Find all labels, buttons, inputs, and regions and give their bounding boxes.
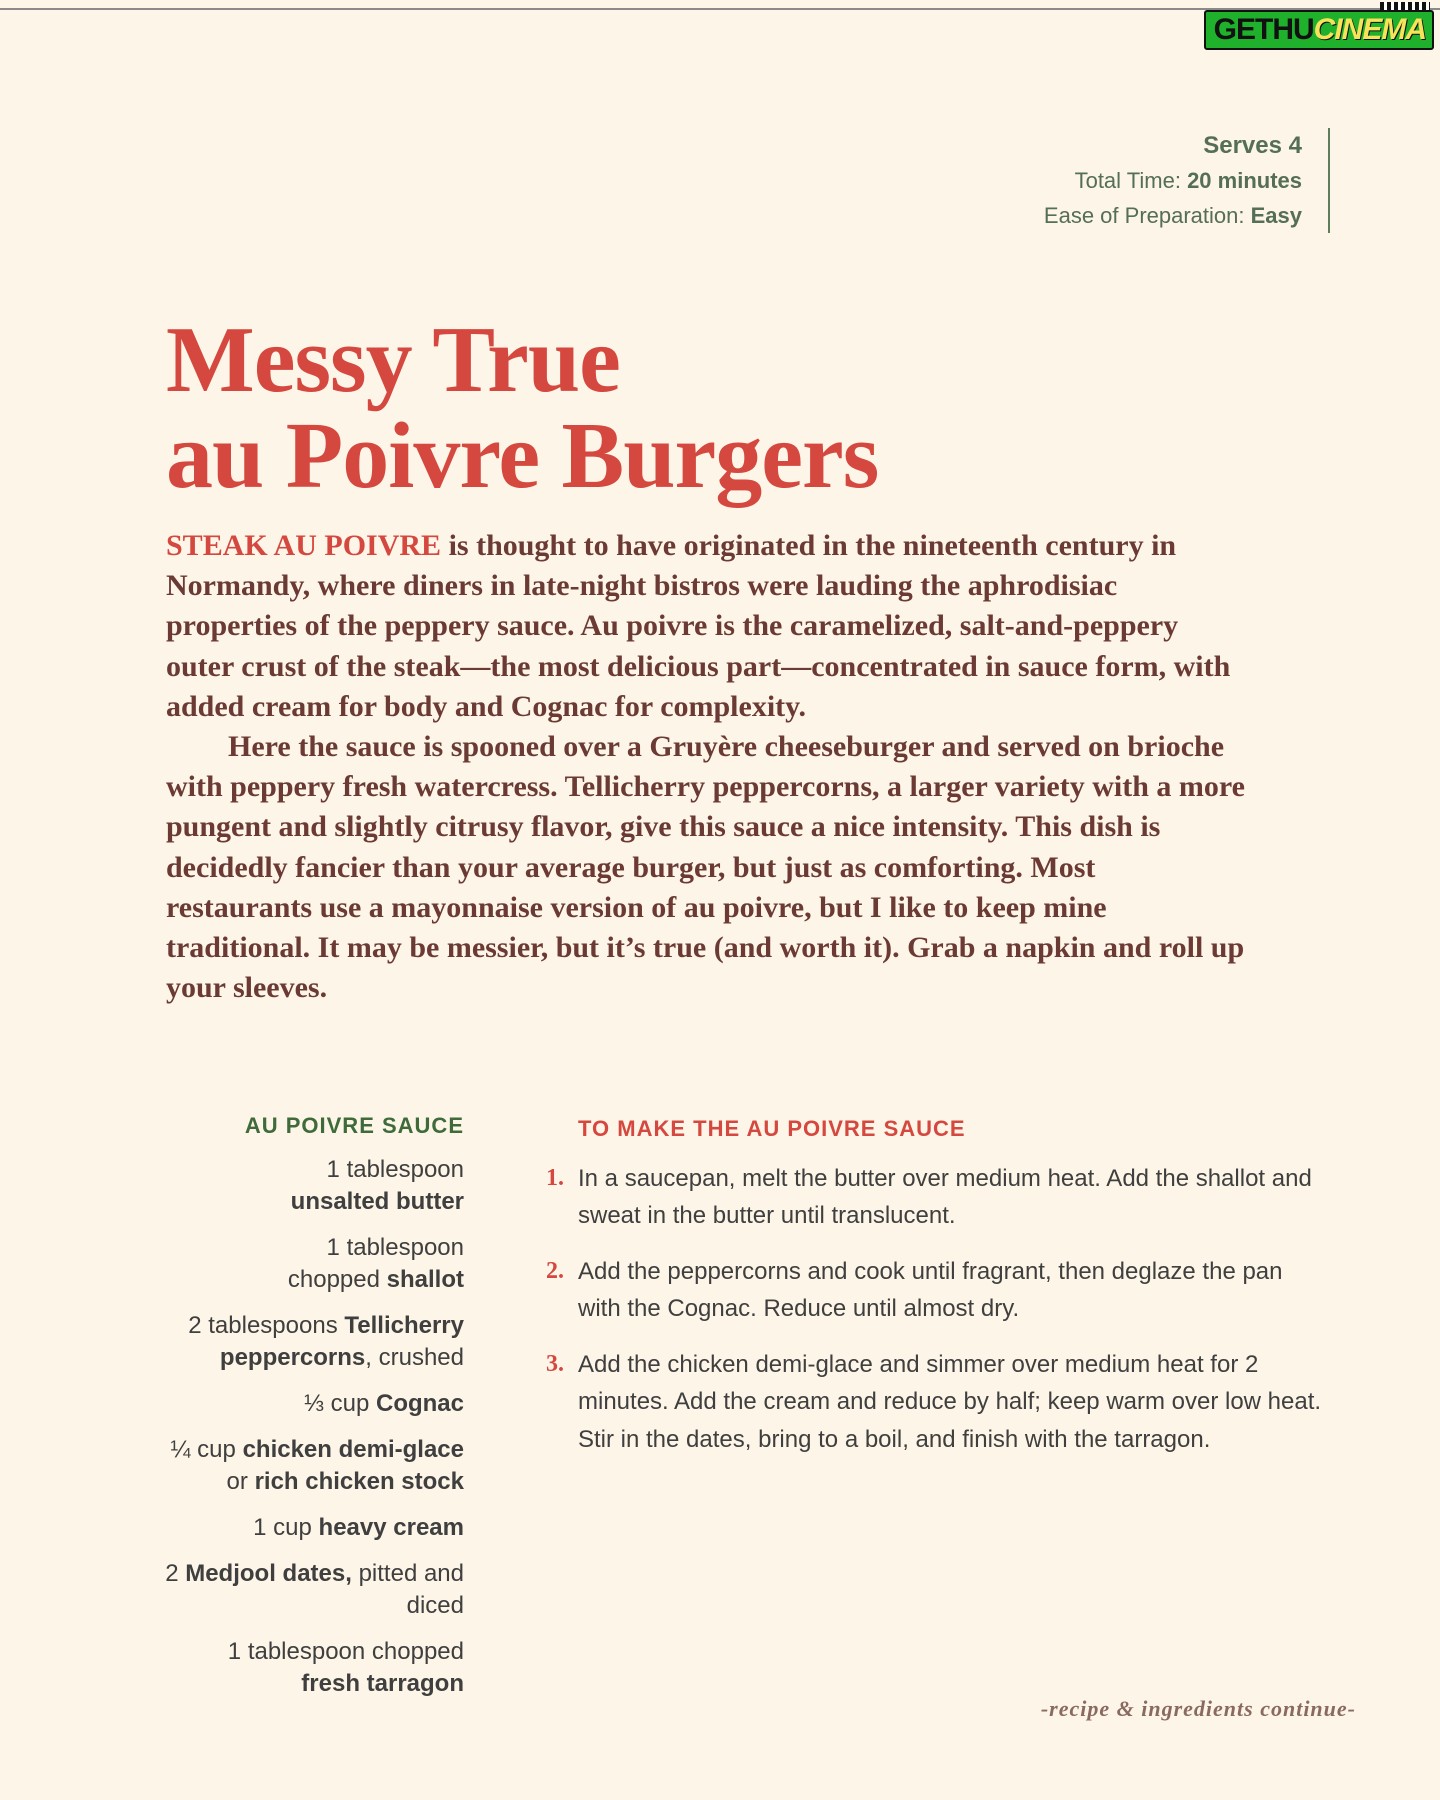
ingredient-item bbox=[150, 1154, 464, 1218]
ingredient-note: , crushed bbox=[365, 1344, 464, 1371]
intro-text bbox=[166, 526, 1246, 1008]
step-item bbox=[546, 1253, 1326, 1328]
total-time bbox=[1044, 163, 1302, 198]
step-text: Add the chicken demi-glace and simmer over medium heat for 2 minutes. Add the cream and reduce by half; keep warm over low heat. Stir in the dates, bring to a boil, and finish with the tarragon. bbox=[578, 1350, 1322, 1453]
step-text: Add the peppercorns and cook until fragrant, then deglaze the pan with the Cognac. Reduce until almost dry. bbox=[578, 1257, 1283, 1322]
ingredient-item bbox=[150, 1310, 464, 1374]
ingredient-item bbox=[150, 1388, 464, 1420]
method-steps bbox=[546, 1110, 1326, 1476]
step-text: In a saucepan, melt the butter over medium heat. Add the shallot and sweat in the butter until translucent. bbox=[578, 1164, 1312, 1229]
intro-paragraph-1 bbox=[166, 526, 1246, 727]
ingredients-heading: AU POIVRE SAUCE bbox=[244, 1113, 464, 1138]
film-strip-icon bbox=[1380, 2, 1430, 10]
step-item bbox=[546, 1346, 1326, 1459]
ease-label: Ease of Preparation: bbox=[1043, 203, 1251, 228]
continue-note: -recipe & ingredients continue- bbox=[1040, 1696, 1356, 1721]
ingredient-name-alt: rich chicken stock bbox=[254, 1468, 464, 1495]
ingredient-item bbox=[150, 1512, 464, 1544]
ingredient-item bbox=[150, 1636, 464, 1700]
ingredient-qty: ⅓ cup bbox=[303, 1390, 370, 1417]
step-number: 2. bbox=[546, 1257, 564, 1284]
ease-of-preparation bbox=[1044, 198, 1302, 233]
ingredient-name: chicken demi-glace bbox=[242, 1436, 464, 1463]
step-number: 1. bbox=[546, 1164, 564, 1191]
total-time-value: 20 minutes bbox=[1187, 168, 1302, 193]
ingredient-qty: ¼ cup bbox=[170, 1436, 236, 1463]
serves-text: Serves 4 bbox=[1203, 132, 1302, 159]
ingredient-name: fresh tarragon bbox=[301, 1670, 464, 1697]
ingredient-name: heavy cream bbox=[318, 1514, 464, 1541]
ingredient-name: Medjool dates, bbox=[185, 1560, 352, 1587]
ingredient-name: Cognac bbox=[375, 1390, 464, 1417]
ingredient-note: or bbox=[226, 1468, 255, 1495]
ingredient-qty: 1 tablespoon bbox=[326, 1156, 464, 1183]
total-time-label: Total Time: bbox=[1074, 168, 1188, 193]
ingredient-name: unsalted butter bbox=[290, 1188, 464, 1215]
ingredient-qty: 1 tablespoon bbox=[326, 1234, 464, 1261]
ingredient-name: shallot bbox=[386, 1266, 464, 1293]
ease-value: Easy bbox=[1250, 203, 1302, 228]
ingredient-name: Tellicherry peppercorns bbox=[219, 1312, 464, 1371]
intro-lead: STEAK AU POIVRE bbox=[166, 529, 442, 562]
recipe-title bbox=[166, 308, 879, 508]
watermark-logo bbox=[1204, 10, 1434, 50]
ingredient-item bbox=[150, 1558, 464, 1622]
ingredient-qty: 2 tablespoons bbox=[188, 1312, 338, 1339]
ingredient-qty: 1 tablespoon chopped bbox=[227, 1638, 464, 1665]
steps-heading: TO MAKE THE AU POIVRE SAUCE bbox=[578, 1116, 966, 1141]
step-item bbox=[546, 1160, 1326, 1235]
recipe-meta bbox=[1044, 128, 1330, 233]
ingredient-qty: 2 bbox=[165, 1560, 179, 1587]
ingredient-item bbox=[150, 1434, 464, 1498]
step-number: 3. bbox=[546, 1350, 564, 1377]
ingredient-note: pitted and diced bbox=[351, 1560, 464, 1619]
title-line-1: Messy True bbox=[166, 308, 620, 412]
watermark-text-2: CINEMA bbox=[1313, 13, 1426, 46]
ingredient-item bbox=[150, 1232, 464, 1296]
ingredient-prep: chopped bbox=[287, 1266, 387, 1293]
intro-paragraph-1-text: is thought to have originated in the nineteenth century in Normandy, where diners in late-night bistros were lauding the aphrodisiac properties of the peppery sauce. Au poivre is the caramelized, salt-and-peppery outer crust of the steak—the most delicious part—concentrated in sauce form, with added cream for body and Cognac for complexity. bbox=[166, 529, 1231, 723]
ingredients-list bbox=[150, 1110, 464, 1714]
title-line-2: au Poivre Burgers bbox=[166, 404, 879, 508]
watermark-text-1: GETHU bbox=[1213, 13, 1314, 46]
ingredient-qty: 1 cup bbox=[253, 1514, 312, 1541]
intro-paragraph-2: Here the sauce is spooned over a Gruyère cheeseburger and served on brioche with peppery fresh watercress. Tellicherry peppercorns, a larger variety with a more pungent and slightly citrusy flavor, give this sauce a nice intensity. This dish is decidedly fancier than your average burger, but just as comforting. Most restaurants use a mayonnaise version of au poivre, but I like to keep mine traditional. It may be messier, but it’s true (and worth it). Grab a napkin and roll up your sleeves. bbox=[166, 730, 1245, 1005]
